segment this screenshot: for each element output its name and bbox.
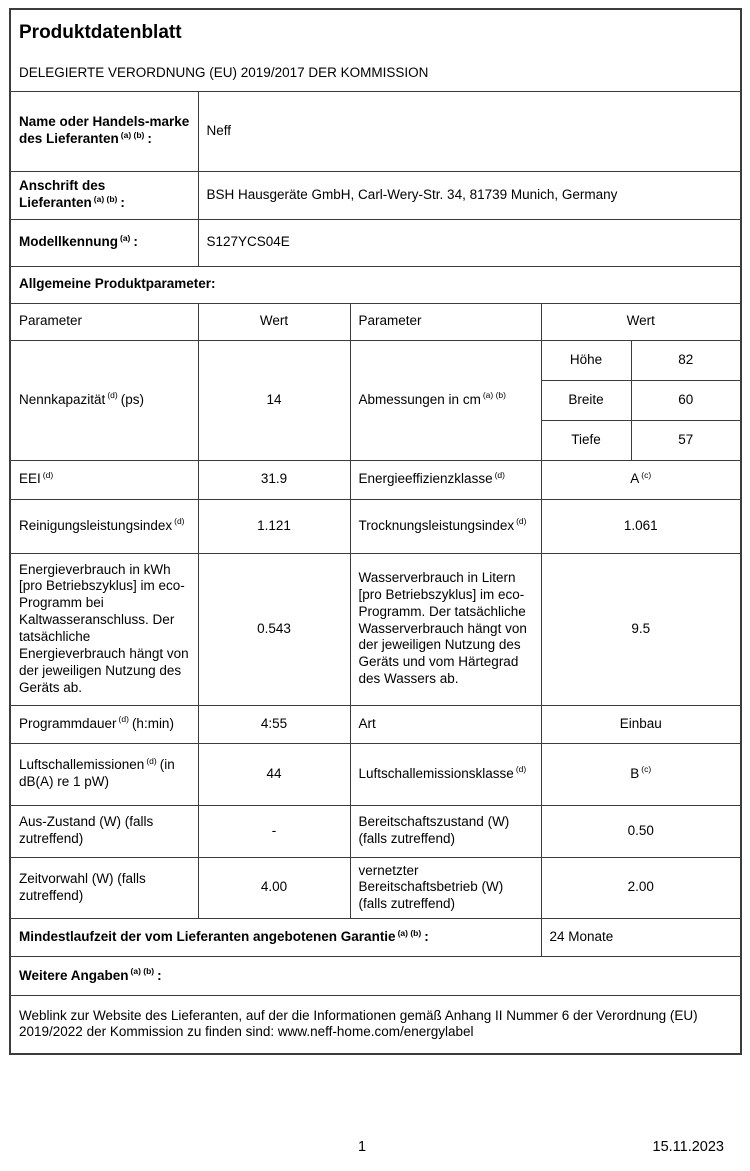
duration-label: Programmdauer $^{(d)}$ (h:min) (10, 705, 198, 743)
supplier-name-label: Name oder Handels-marke des Lieferanten $^{(a) (b)}$ : (10, 91, 198, 171)
model-id-row (10, 219, 741, 266)
energy-consumption-label: Energieverbrauch in kWh [pro Betriebszyklus] im eco-Programm bei Kaltwasseranschluss. Der tatsächliche Energieverbrauch hängt von der jeweiligen Nutzung des Geräts ab. (10, 553, 198, 705)
dimensions-label: Abmessungen in cm $^{(a) (b)}$ (350, 340, 541, 460)
col-header-value-left: Wert (198, 303, 350, 340)
off-mode-value: - (198, 805, 350, 857)
networked-standby-value: 2.00 (541, 857, 741, 919)
additional-info-row (10, 957, 741, 996)
eei-value: 31.9 (198, 460, 350, 499)
header-row (10, 9, 741, 91)
supplier-address-row (10, 171, 741, 219)
cleaning-index-value: 1.121 (198, 499, 350, 553)
col-header-value-right: Wert (541, 303, 741, 340)
table-row-duration (10, 705, 741, 743)
supplier-address-value: BSH Hausgeräte GmbH, Carl-Wery-Str. 34, 81739 Munich, Germany (198, 171, 741, 219)
table-row-delay-start (10, 857, 741, 919)
regulation-subtitle: DELEGIERTE VERORDNUNG (EU) 2019/2017 DER KOMMISSION (19, 64, 429, 80)
warranty-label: Mindestlaufzeit der vom Lieferanten angebotenen Garantie $^{(a) (b)}$ : (10, 919, 541, 957)
section-header-row (10, 266, 741, 303)
table-row-off-mode (10, 805, 741, 857)
footer-date: 15.11.2023 (652, 1139, 724, 1155)
efficiency-class-value: A $^{(c)}$ (541, 460, 741, 499)
warranty-value: 24 Monate (541, 919, 741, 957)
noise-label: Luftschallemissionen $^{(d)}$ (in dB(A) re 1 pW) (10, 743, 198, 805)
eei-label: EEI $^{(d)}$ (10, 460, 198, 499)
warranty-row (10, 919, 741, 957)
supplier-name-value: Neff (198, 91, 741, 171)
drying-index-label: Trocknungsleistungsindex $^{(d)}$ (350, 499, 541, 553)
weblink-row (10, 996, 741, 1054)
col-header-parameter-right: Parameter (350, 303, 541, 340)
networked-standby-label: vernetzter Bereitschaftsbetrieb (W) (falls zutreffend) (350, 857, 541, 919)
type-value: Einbau (541, 705, 741, 743)
dimension-name-width: Breite (541, 380, 631, 420)
capacity-value: 14 (198, 340, 350, 460)
type-label: Art (350, 705, 541, 743)
dimension-value-depth: 57 (631, 420, 741, 460)
table-row-consumption (10, 553, 741, 705)
model-id-label: Modellkennung $^{(a)}$ : (10, 219, 198, 266)
drying-index-value: 1.061 (541, 499, 741, 553)
off-mode-label: Aus-Zustand (W) (falls zutreffend) (10, 805, 198, 857)
dimension-value-height: 82 (631, 340, 741, 380)
datasheet-table (9, 8, 742, 1055)
delay-start-value: 4.00 (198, 857, 350, 919)
standby-label: Bereitschaftszustand (W) (falls zutreffend) (350, 805, 541, 857)
section-header: Allgemeine Produktparameter: (10, 266, 741, 303)
water-consumption-label: Wasserverbrauch in Litern [pro Betriebszyklus] im eco-Programm. Der tatsächliche Wasserverbrauch hängt von der jeweiligen Nutzung des Geräts und vom Härtegrad des Wassers ab. (350, 553, 541, 705)
energy-consumption-value: 0.543 (198, 553, 350, 705)
dimension-name-height: Höhe (541, 340, 631, 380)
col-header-parameter-left: Parameter (10, 303, 198, 340)
noise-value: 44 (198, 743, 350, 805)
additional-info-label: Weitere Angaben $^{(a) (b)}$ : (10, 957, 741, 996)
supplier-name-row (10, 91, 741, 171)
column-header-row (10, 303, 741, 340)
standby-value: 0.50 (541, 805, 741, 857)
weblink-text: Weblink zur Website des Lieferanten, auf der die Informationen gemäß Anhang II Nummer 6 der Verordnung (EU) 2019/2022 der Kommission zu finden sind: www.neff-home.com/energylabel (10, 996, 741, 1054)
efficiency-class-label: Energieeffizienzklasse $^{(d)}$ (350, 460, 541, 499)
duration-value: 4:55 (198, 705, 350, 743)
table-row-eei (10, 460, 741, 499)
page-title: Produktdatenblatt (19, 21, 182, 43)
dimension-value-width: 60 (631, 380, 741, 420)
table-row-noise (10, 743, 741, 805)
water-consumption-value: 9.5 (541, 553, 741, 705)
cleaning-index-label: Reinigungsleistungsindex $^{(d)}$ (10, 499, 198, 553)
dimension-name-depth: Tiefe (541, 420, 631, 460)
model-id-value: S127YCS04E (198, 219, 741, 266)
noise-class-value: B $^{(c)}$ (541, 743, 741, 805)
delay-start-label: Zeitvorwahl (W) (falls zutreffend) (10, 857, 198, 919)
table-row-cleaning-index (10, 499, 741, 553)
header-cell (10, 9, 741, 91)
noise-class-label: Luftschallemissionsklasse $^{(d)}$ (350, 743, 541, 805)
page-number: 1 (358, 1139, 367, 1155)
table-row-capacity (10, 340, 741, 380)
supplier-address-label: Anschrift des Lieferanten $^{(a) (b)}$ : (10, 171, 198, 219)
capacity-label: Nennkapazität $^{(d)}$ (ps) (10, 340, 198, 460)
